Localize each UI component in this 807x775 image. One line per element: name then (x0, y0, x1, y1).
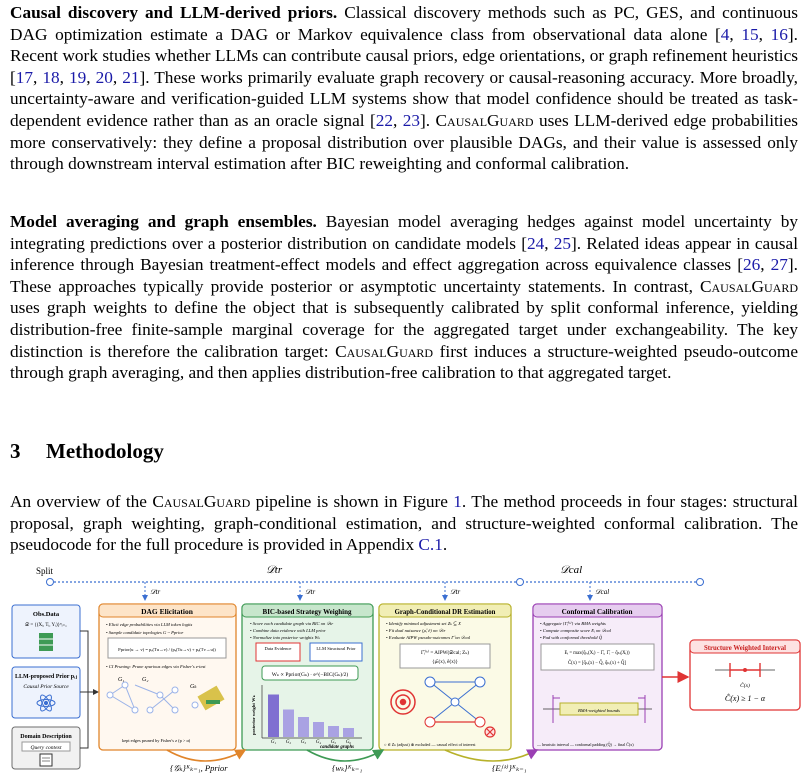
svg-text:BMA-weighted bounds: BMA-weighted bounds (578, 708, 620, 713)
stage-title: Conformal Calibration (561, 608, 633, 616)
svg-text:• CI Pruning: Prune spurious e: • CI Pruning: Prune spurious edges via Fisher's z-test (106, 664, 206, 669)
related-work-paragraph-model-averaging: Model averaging and graph ensembles. Bayesian model averaging hedges against model uncertainty by integrating predictions over a posterior distribution on candidate models [24, 25]. Related ideas appear in causal inference through Bayesian treatment-effect models and effect aggregation across equivalence classes [26, 27]. These approaches typically provide posterior or asymptotic uncertainty statements. In contrast, CausalGuard uses graph weights to define the object that is subsequently calibrated by split conformal inference, yielding distribution-free finite-sample marginal coverage for the aggregated target under exchangeability. The key distinction is therefore the calibration target: CausalGuard first induces a structure-weighted pseudo-outcome through graph averaging, and then applies distribution-free calibration to that aggregated target. (10, 212, 798, 383)
svg-text:Ĉ(x) = [q̂ₗₒ(x) − Q̂, q̂ₕᵢ(x): Ĉ(x) = [q̂ₗₒ(x) − Q̂, q̂ₕᵢ(x) + Q̂] (567, 661, 627, 666)
method-name: CausalGuard (435, 110, 534, 130)
bar-label: G₄ (315, 740, 322, 745)
method-name: CausalGuard (335, 341, 434, 361)
weight-bar (313, 722, 324, 737)
citation-link[interactable]: 21 (122, 67, 140, 87)
svg-text:Γ̂ᵢ⁽ᵏ⁾ = AIPW(𝒟cal; Zₖ): Γ̂ᵢ⁽ᵏ⁾ = AIPW(𝒟cal; Zₖ) (421, 650, 469, 656)
svg-text:Obs.Data: Obs.Data (32, 611, 60, 618)
citation-link[interactable]: 16 (770, 24, 788, 44)
weight-bar (298, 717, 309, 737)
citation-link[interactable]: 22 (375, 110, 393, 130)
svg-text:Ĉ(x): Ĉ(x) (740, 683, 750, 689)
input-connectors (80, 631, 98, 748)
weight-bar (328, 726, 339, 737)
svg-text:G₁: G₁ (118, 677, 125, 683)
citation-link[interactable]: 25 (553, 233, 572, 253)
observational-data-panel (12, 605, 80, 658)
bar-label: G₆ (345, 740, 352, 745)
arrow-label-graphs: {𝒢ₖ}ᴷₖ₌₁, Pprior (170, 763, 228, 773)
arrow-label-weights: {wₖ}ᴷₖ₌₁ (332, 763, 363, 773)
excluded-icon (485, 727, 495, 737)
weight-formula: Wₖ ∝ Pprior(Gₖ) · e^(−BIC(Gₖ)/2) (271, 672, 349, 678)
svg-text:G₂: G₂ (142, 677, 149, 683)
train-set-label: 𝒟tr (266, 564, 283, 576)
citation-link[interactable]: 27 (770, 255, 788, 275)
citation-link[interactable]: 23 (402, 110, 421, 130)
svg-text:• Aggregate {Γ̂ᵢ⁽ᵏ⁾} via BMA w: • Aggregate {Γ̂ᵢ⁽ᵏ⁾} via BMA weights (540, 621, 606, 626)
svg-text:• Elicit edge probabilities vi: • Elicit edge probabilities via LLM token logits (106, 622, 193, 627)
method-name: CausalGuard (699, 276, 798, 296)
stage-flow-arrows (167, 750, 537, 761)
appendix-reference-link[interactable]: C.1 (418, 535, 443, 555)
stage-bic-weighing (242, 604, 373, 750)
arrow-label-scores: {Eᵢ⁽ᵏ⁾}ᴷₖ₌₁ (492, 763, 527, 773)
related-work-paragraph-llm-priors: Causal discovery and LLM-derived priors. Classical discovery methods such as PC, GES, and continuous DAG optimization estimate a DAG or Markov equivalence class from observational data alone [4, 15, 16]. Recent work studies whether LLMs can contribute causal priors, edge orientations, or graph refinement heuristics [17, 18, 19, 20, 21]. These works primarily evaluate graph recovery or causal-reasoning accuracy. More broadly, uncertainty-aware and verification-guided LLM systems show that model confidence should be treated as task-dependent evidence rather than as an oracle signal [22, 23]. CausalGuard uses LLM-derived edge probabilities more conservatively: they define a proposal distribution over plausible DAGs, and their value is assessed only through downstream interval estimation after BIC reweighting and conformal calibration. (10, 3, 799, 174)
svg-text:𝒟 = {(Xᵢ, Tᵢ, Yᵢ)}ⁿᵢ₌₁: 𝒟 = {(Xᵢ, Tᵢ, Yᵢ)}ⁿᵢ₌₁ (25, 623, 67, 628)
citation-link[interactable]: 17 (15, 67, 34, 87)
svg-text:{μ̂ₜ(x), ê(x)}: {μ̂ₜ(x), ê(x)} (431, 659, 459, 665)
stage-title: Graph-Conditional DR Estimation (394, 609, 496, 616)
svg-text:Query context: Query context (30, 745, 62, 751)
svg-text:LLM-proposed Prior pᵢⱼ: LLM-proposed Prior pᵢⱼ (14, 674, 78, 680)
domain-description-panel (12, 727, 80, 769)
methodology-intro-paragraph: An overview of the CausalGuard pipeline is shown in Figure 1. The method proceeds in four stages: structural proposal, graph weighting, graph-conditional estimation, and structure-weighted conformal calibration. The pseudocode for the full procedure is provided in Appendix C.1. (10, 492, 798, 555)
graph-legend: kept edges pruned by Fisher's z (p > α) (122, 738, 191, 743)
citation-link[interactable]: 19 (68, 67, 87, 87)
citation-link[interactable]: 20 (95, 67, 113, 87)
y-axis-label: posterior weight Wₖ (251, 694, 256, 735)
output-title: Structure Weighted Interval (703, 645, 787, 652)
svg-text:𝒟tr: 𝒟tr (450, 588, 461, 596)
x-axis-label: candidate graphs (320, 745, 354, 750)
output-interval-panel (662, 640, 800, 710)
svg-text:𝒟tr: 𝒟tr (150, 588, 161, 596)
svg-text:𝒟tr: 𝒟tr (305, 588, 316, 596)
citation-link[interactable]: 15 (741, 24, 759, 44)
svg-text:• Normalize into posterior wei: • Normalize into posterior weights Wₖ (250, 635, 321, 640)
bar-label: G₃ (300, 740, 307, 745)
bar-label: G₁ (270, 740, 277, 745)
section-heading (10, 439, 164, 464)
svg-text:• Pad with conformal threshold: • Pad with conformal threshold Q̂ (540, 635, 603, 640)
dag-legend: ○ ∈ Zₖ (adjust) ⊗ excluded — causal effect of interest (384, 742, 476, 747)
citation-link[interactable]: 4 (720, 24, 730, 44)
section-title: Methodology (46, 439, 164, 463)
stage-dag-elicitation (99, 604, 236, 750)
paragraph-heading: Causal discovery and LLM-derived priors. (10, 3, 338, 22)
data-split-line (36, 564, 705, 600)
svg-text:LLM Structural Prior: LLM Structural Prior (316, 646, 356, 651)
svg-text:• Fit dual nuisance (μ̂, ê) on: • Fit dual nuisance (μ̂, ê) on 𝒟tr (386, 628, 446, 633)
svg-text:Domain Description: Domain Description (20, 734, 72, 740)
llm-prior-panel (12, 667, 80, 718)
method-name: CausalGuard (152, 492, 251, 511)
split-label: Split (36, 566, 54, 576)
svg-text:Causal Prior Source: Causal Prior Source (23, 684, 69, 690)
stage-dr-estimation (379, 604, 511, 750)
weight-bar (343, 728, 354, 737)
coverage-formula: Ĉ(x) ≥ 1 − α (724, 694, 766, 703)
database-icon (39, 633, 53, 651)
citation-link[interactable]: 18 (42, 67, 60, 87)
weight-bar (268, 695, 279, 738)
calibration-set-label: 𝒟cal (560, 564, 583, 576)
paragraph-heading: Model averaging and graph ensembles. (10, 212, 317, 231)
section-number: 3 (10, 439, 21, 463)
stage-conformal-calibration (533, 604, 662, 750)
citation-link[interactable]: 26 (742, 255, 761, 275)
document-icon (40, 754, 52, 766)
stage-title: BIC-based Strategy Weighing (262, 608, 352, 616)
svg-text:Data Evidence: Data Evidence (264, 646, 292, 651)
svg-text:• Identify minimal adjustment: • Identify minimal adjustment set Zₖ ⊆ X (386, 621, 461, 626)
citation-link[interactable]: 24 (526, 233, 545, 253)
bar-label: G₂ (285, 740, 292, 745)
stage-title: DAG Elicitation (141, 607, 193, 616)
bar-label: G₅ (330, 740, 337, 745)
svg-text:• Sample candidate topologies: • Sample candidate topologies G ~ Pprior (106, 630, 184, 635)
figure-reference-link[interactable]: 1 (453, 492, 462, 511)
svg-text:Gₖ: Gₖ (190, 684, 197, 690)
svg-text:• Score each candidate graph v: • Score each candidate graph via BIC on 𝒟tr (250, 621, 334, 626)
svg-text:Eᵢ = max(q̂ₗₒ(Xᵢ) − Γ̄ᵢ, Γ̄ᵢ −: Eᵢ = max(q̂ₗₒ(Xᵢ) − Γ̄ᵢ, Γ̄ᵢ − q̂ₕᵢ(Xᵢ)) (564, 651, 630, 656)
interval-legend: — heuristic interval — conformal padding (Q̂) → final Ĉ(x) (537, 742, 634, 747)
prior-formula: Pprior(u → v) = pₑ(Tu→v) / (pₑ(Tu→v) + pₑ(Tv→u)) (118, 647, 216, 652)
pipeline-figure (0, 560, 807, 775)
svg-text:• Combine data evidence with L: • Combine data evidence with LLM prior (250, 628, 326, 633)
svg-text:• Evaluate AIPW pseudo-outcome: • Evaluate AIPW pseudo-outcomes Γ̂ on 𝒟cal (386, 635, 471, 640)
weight-bar (283, 710, 294, 738)
svg-text:𝒟cal: 𝒟cal (595, 588, 610, 596)
svg-text:• Compute composite score Eᵢ o: • Compute composite score Eᵢ on 𝒟cal (540, 628, 611, 633)
